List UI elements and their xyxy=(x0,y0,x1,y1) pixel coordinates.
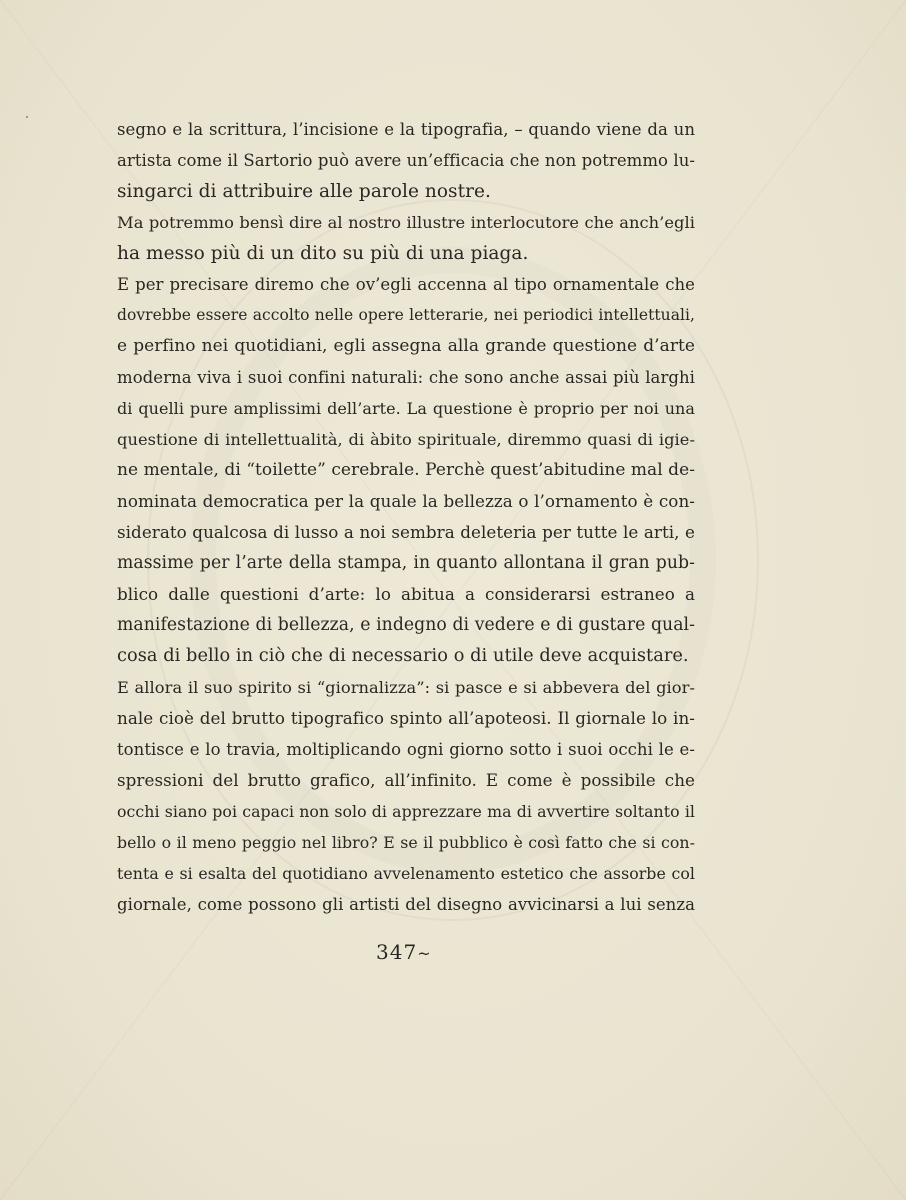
text-line: ha messo più di un dito su più di una piaga. xyxy=(117,243,529,264)
body-text xyxy=(117,114,695,920)
text-line: dovrebbe essere accolto nelle opere letterarie, nei periodici intellettuali, xyxy=(117,306,695,324)
text-line: di quelli pure amplissimi dell’arte. La questione è proprio per noi una xyxy=(117,399,695,418)
text-line: blico dalle questioni d’arte: lo abitua a considerarsi estraneo a xyxy=(117,584,695,604)
text-line: tontisce e lo travia, moltiplicando ogni giorno sotto i suoi occhi le e- xyxy=(117,740,695,759)
text-line: spressioni del brutto grafico, all’infinito. E come è possibile che xyxy=(117,770,695,790)
text-line: e perfino nei quotidiani, egli assegna alla grande questione d’arte xyxy=(117,336,695,356)
text-line: manifestazione di bellezza, e indegno di vedere e di gustare qual- xyxy=(117,615,695,635)
text-line: segno e la scrittura, l’incisione e la tipografia, – quando viene da un xyxy=(117,120,695,139)
text-line: E allora il suo spirito si “giornalizza”: si pasce e si abbevera del gior- xyxy=(117,678,695,697)
text-line: ne mentale, di “toilette” cerebrale. Perchè quest’abitudine mal de- xyxy=(117,460,695,480)
text-line: massime per l’arte della stampa, in quanto allontana il gran pub- xyxy=(117,553,695,573)
text-line: E per precisare diremo che ov’egli accenna al tipo ornamentale che xyxy=(117,275,695,294)
text-line: nominata democratica per la quale la bellezza o l’ornamento è con- xyxy=(117,491,695,511)
text-line: cosa di bello in ciò che di necessario o di utile deve acquistare. xyxy=(117,646,689,666)
text-line: bello o il meno peggio nel libro? E se il pubblico è così fatto che si con- xyxy=(117,833,695,852)
text-line: tenta e si esalta del quotidiano avvelenamento estetico che assorbe col xyxy=(117,864,695,883)
text-line: giornale, come possono gli artisti del disegno avvicinarsi a lui senza xyxy=(117,895,695,914)
text-line: Ma potremmo bensì dire al nostro illustre interlocutore che anch’egli xyxy=(117,213,695,232)
text-line: artista come il Sartorio può avere un’efficacia che non potremmo lu- xyxy=(117,151,695,170)
text-line: nale cioè del brutto tipografico spinto all’apoteosi. Il giornale lo in- xyxy=(117,708,695,728)
text-line: moderna viva i suoi confini naturali: che sono anche assai più larghi xyxy=(117,368,695,387)
page-number-value: 347 xyxy=(376,940,418,964)
text-line: questione di intellettualità, di àbito spirituale, diremmo quasi di igie- xyxy=(117,430,695,449)
page-number xyxy=(376,940,456,964)
text-line: singarci di attribuire alle parole nostre. xyxy=(117,181,491,202)
folio-ornament: ~ xyxy=(417,944,432,963)
text-line: occhi siano poi capaci non solo di apprezzare ma di avvertire soltanto il xyxy=(117,802,695,821)
paper-speck xyxy=(26,116,28,118)
text-line: siderato qualcosa di lusso a noi sembra deleteria per tutte le arti, e xyxy=(117,522,695,542)
